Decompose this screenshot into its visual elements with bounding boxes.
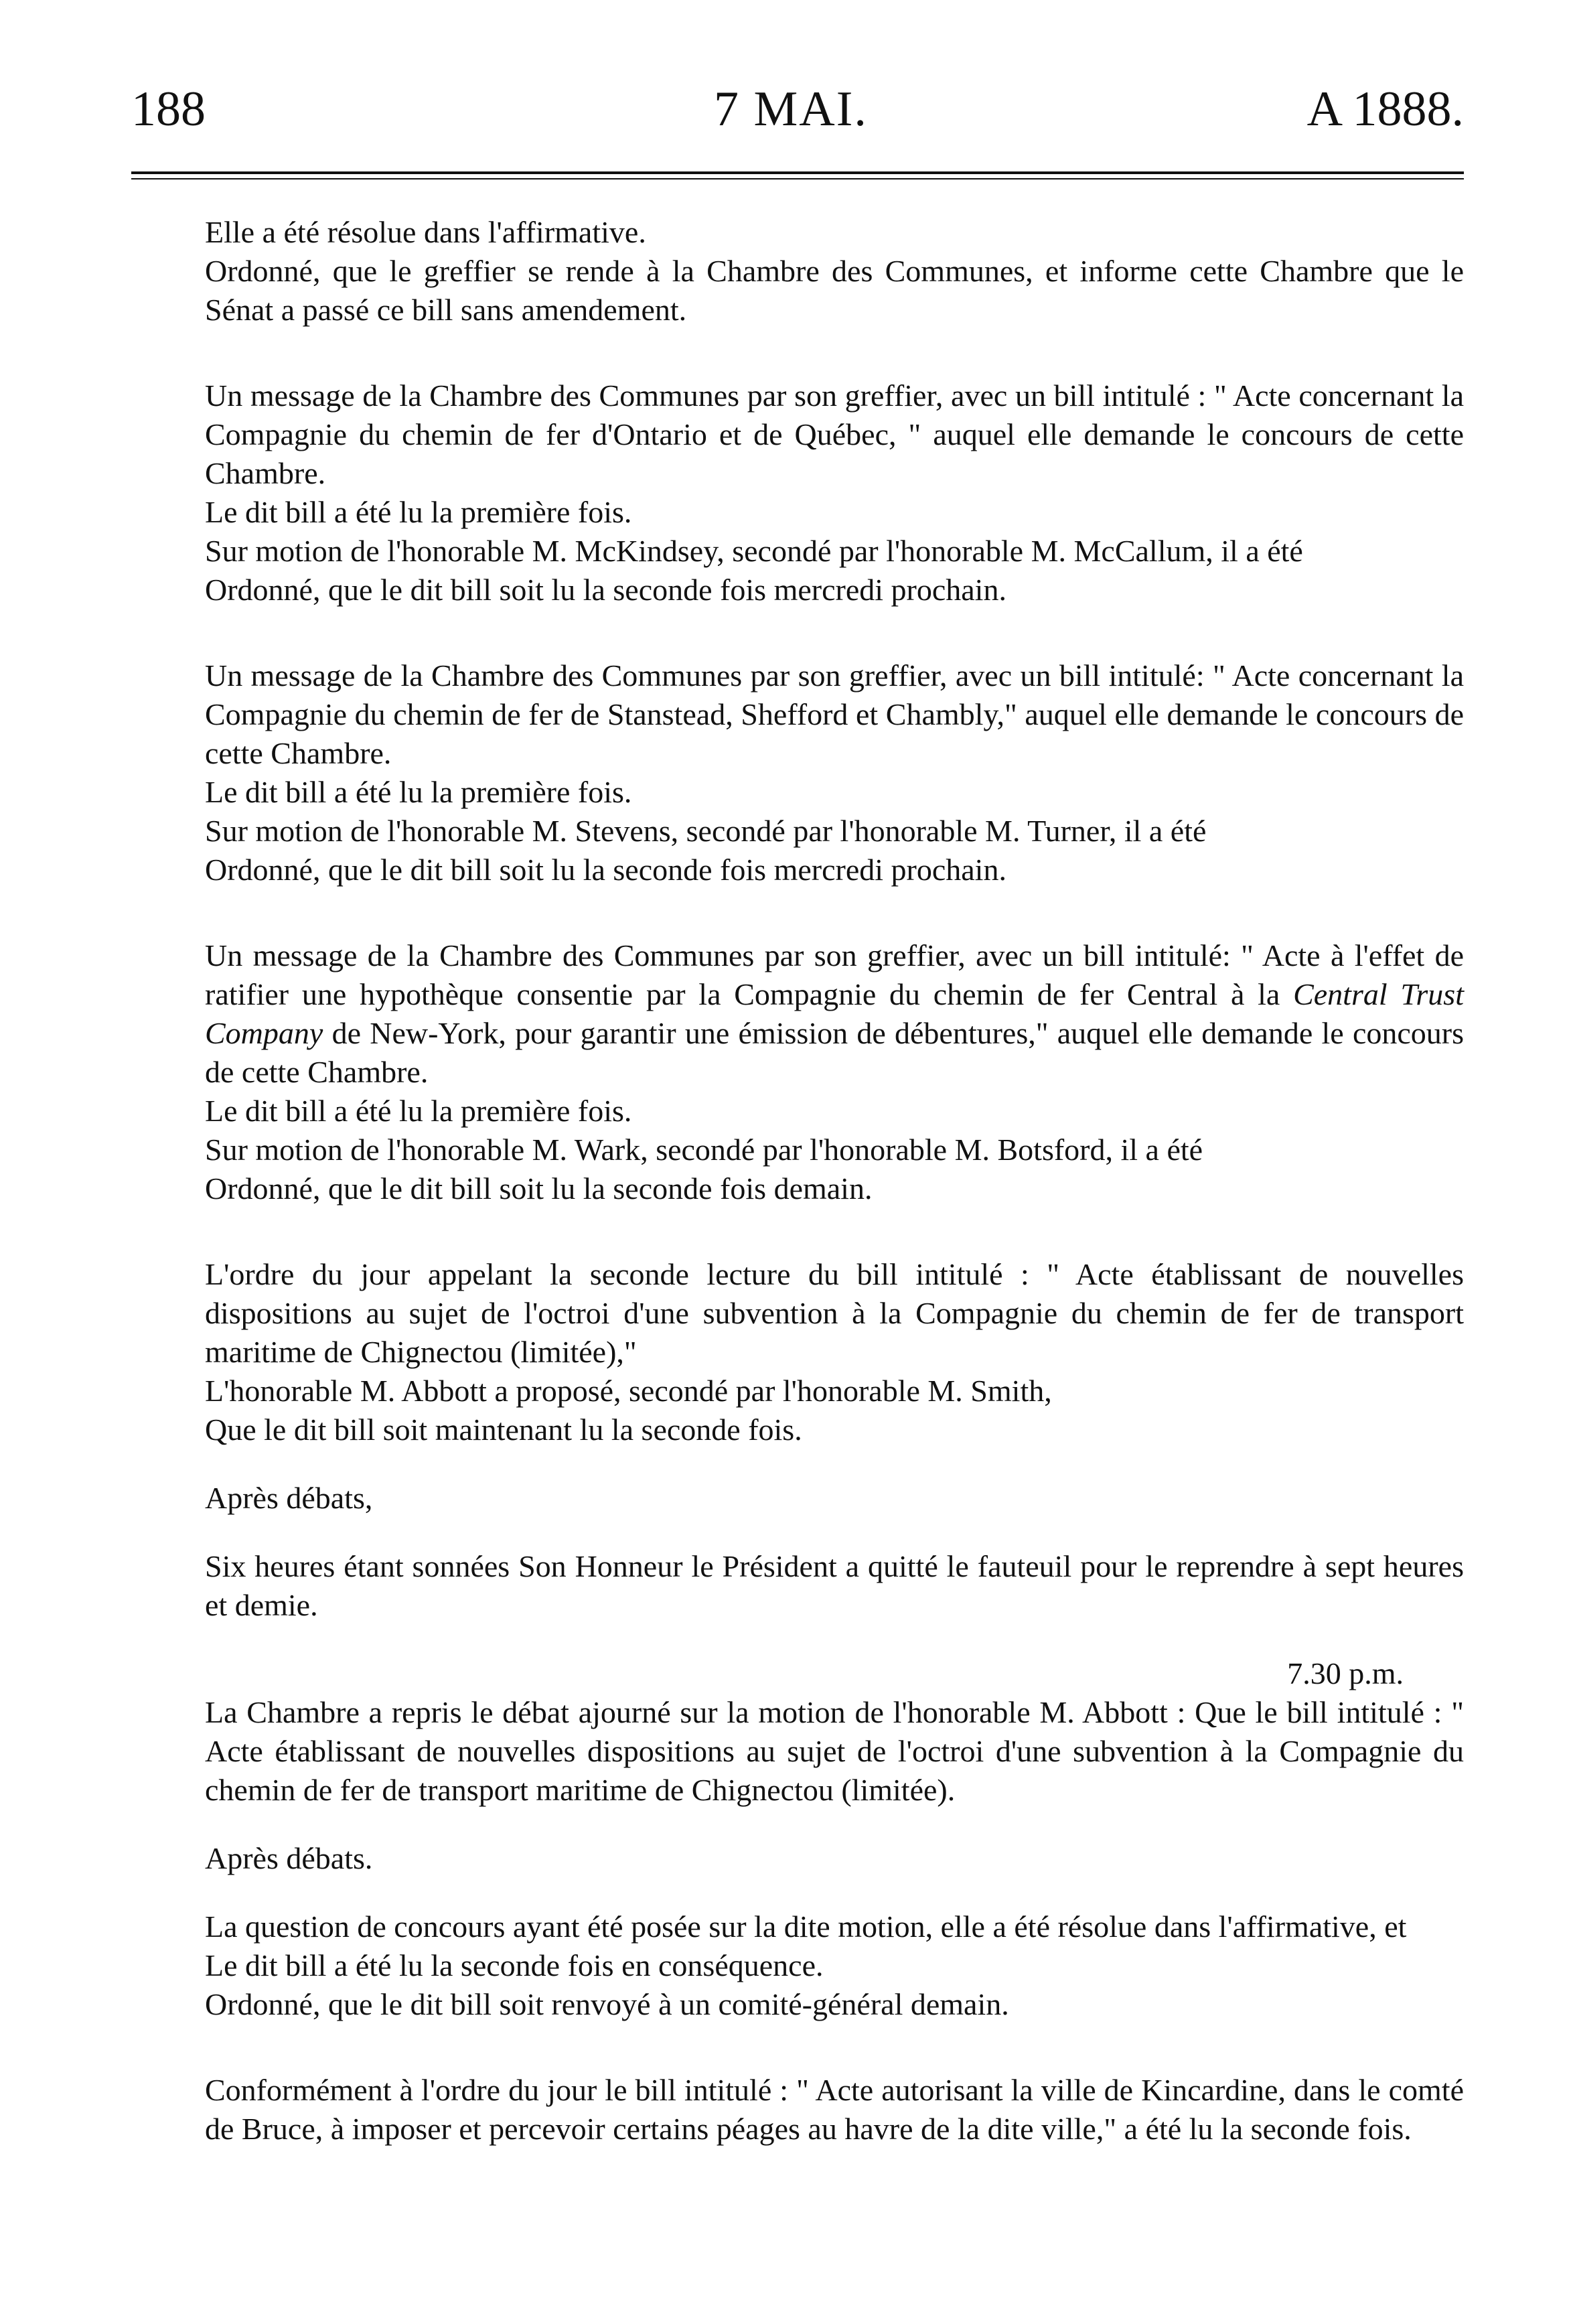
paragraph: Sur motion de l'honorable M. McKindsey, secondé par l'honorable M. McCallum, il a été — [205, 534, 1303, 568]
paragraph: Elle a été résolue dans l'affirmative. — [205, 215, 646, 249]
section-gap — [131, 330, 1464, 376]
section-gap — [131, 1208, 1464, 1255]
paragraph: Ordonné, que le greffier se rende à la Chambre des Communes, et informe cette Chambre que le Sénat a passé ce bill sans amendement. — [205, 254, 1464, 327]
section-gap — [131, 1518, 1464, 1547]
italic-company-name: Central Trust Company — [205, 977, 1464, 1050]
paragraph: L'honorable M. Abbott a proposé, secondé par l'honorable M. Smith, — [205, 1374, 1052, 1408]
header-rule — [131, 171, 1464, 174]
header-rule-thin — [131, 178, 1464, 179]
paragraph: La question de concours ayant été posée sur la dite motion, elle a été résolue dans l'affirmative, et — [205, 1909, 1407, 1944]
section-gap — [131, 2024, 1464, 2071]
paragraph: Ordonné, que le dit bill soit lu la seconde fois demain. — [205, 1171, 873, 1206]
paragraph: L'ordre du jour appelant la seconde lecture du bill intitulé : " Acte établissant de nouvelles dispositions au sujet de l'octroi d'une subvention à la Compagnie du chemin de fer de transport maritime de Chignectou (limitée)," — [205, 1257, 1464, 1369]
paragraph: Six heures étant sonnées Son Honneur le Président a quitté le fauteuil pour le reprendre à sept heures et demie. — [205, 1549, 1464, 1622]
paragraph: Le dit bill a été lu la première fois. — [205, 775, 632, 809]
paragraph: Ordonné, que le dit bill soit lu la seconde fois mercredi prochain. — [205, 853, 1006, 887]
paragraph: Conformément à l'ordre du jour le bill intitulé : " Acte autorisant la ville de Kincardine, dans le comté de Bruce, à imposer et percevoir certains péages au havre de la dite ville," a été lu la seconde fois. — [205, 2073, 1464, 2146]
paragraph: Ordonné, que le dit bill soit lu la seconde fois mercredi prochain. — [205, 573, 1006, 607]
paragraph: Sur motion de l'honorable M. Stevens, secondé par l'honorable M. Turner, il a été — [205, 814, 1207, 848]
page-header — [131, 79, 1464, 139]
page-date: 7 MAI. — [714, 82, 868, 137]
journal-body — [131, 213, 1464, 2149]
paragraph: Sur motion de l'honorable M. Wark, secondé par l'honorable M. Botsford, il a été — [205, 1133, 1203, 1167]
paragraph — [131, 936, 1464, 1092]
paragraph: Le dit bill a été lu la première fois. — [205, 495, 632, 529]
paragraph: Ordonné, que le dit bill soit renvoyé à un comité-général demain. — [205, 1987, 1009, 2021]
page-year: A 1888. — [1306, 82, 1464, 137]
text-run: Un message de la Chambre des Communes par son greffier, avec un bill intitulé: " Acte à l'effet de ratifier une hypothèque consentie par la Compagnie du chemin de fer Central à la — [205, 938, 1464, 1011]
section-gap — [131, 1625, 1464, 1654]
section-gap — [131, 1810, 1464, 1839]
section-gap — [131, 1449, 1464, 1479]
text-run: de New-York, pour garantir une émission de débentures," auquel elle demande le concours de cette Chambre. — [205, 1016, 1464, 1089]
section-gap — [131, 889, 1464, 936]
paragraph: Que le dit bill soit maintenant lu la seconde fois. — [205, 1412, 802, 1447]
page-number: 188 — [131, 82, 206, 137]
paragraph: Le dit bill a été lu la première fois. — [205, 1094, 632, 1128]
paragraph: Après débats, — [205, 1481, 373, 1515]
paragraph: Après débats. — [205, 1841, 373, 1875]
paragraph: La Chambre a repris le débat ajourné sur la motion de l'honorable M. Abbott : Que le bill intitulé : " Acte établissant de nouvelles dispositions au sujet de l'octroi d'une subvention à la Compagnie du chemin de fer de transport maritime de Chignectou (limitée). — [205, 1695, 1464, 1807]
paragraph: Un message de la Chambre des Communes par son greffier, avec un bill intitulé: " Acte concernant la Compagnie du chemin de fer de Stanstead, Shefford et Chambly," auquel elle demande le concours de cette Chambre. — [205, 658, 1464, 770]
time-marker: 7.30 p.m. — [1287, 1656, 1404, 1690]
section-gap — [131, 609, 1464, 656]
paragraph: Un message de la Chambre des Communes par son greffier, avec un bill intitulé : " Acte concernant la Compagnie du chemin de fer d'Ontario et de Québec, " auquel elle demande le concours de cette Chambre. — [205, 378, 1464, 490]
paragraph: Le dit bill a été lu la seconde fois en conséquence. — [205, 1948, 824, 1982]
section-gap — [131, 1878, 1464, 1907]
